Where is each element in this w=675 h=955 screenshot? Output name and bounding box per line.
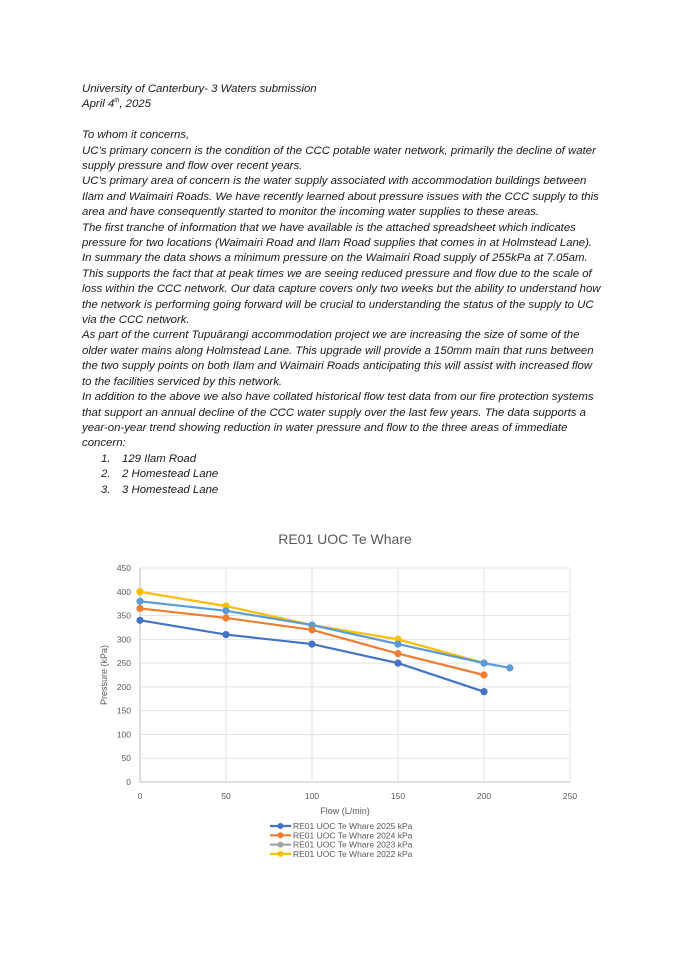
data-point-marker bbox=[480, 671, 487, 678]
data-point-marker bbox=[136, 617, 143, 624]
legend-swatch-marker bbox=[278, 842, 284, 848]
x-tick-label: 250 bbox=[562, 791, 578, 801]
x-tick-label: 200 bbox=[476, 791, 492, 801]
data-point-marker bbox=[222, 631, 229, 638]
date-day: April 4 bbox=[82, 98, 115, 111]
data-point-marker bbox=[222, 607, 229, 614]
paragraph-2: UC’s primary area of concern is the water supply associated with accommodation buildings between Ilam and Waimairi Roads. We have recently learned about pressure issues with the CCC supply to this area and have consequently started to monitor the incoming water supplies to these areas. bbox=[82, 175, 599, 219]
date-line bbox=[82, 97, 602, 112]
list-text: 3 Homestead Lane bbox=[122, 483, 219, 496]
y-tick-label: 400 bbox=[116, 586, 131, 597]
data-point-marker bbox=[394, 640, 401, 647]
list-number: 1. bbox=[101, 452, 111, 465]
list-text: 2 Homestead Lane bbox=[122, 468, 219, 481]
concern-areas-list bbox=[82, 452, 602, 498]
salutation: To whom it concerns, bbox=[82, 129, 190, 142]
chart-title: RE01 UOC Te Whare bbox=[278, 531, 412, 547]
y-tick-label: 200 bbox=[116, 681, 131, 692]
paragraph-4: As part of the current Tupuārangi accommodation project we are increasing the size of some of the older water mains along Holmstead Lane. This upgrade will provide a 150mm main that runs between the two supply points on both Ilam and Waimairi Roads anticipating this will assist with increased flow to the facilities serviced by this network. bbox=[82, 329, 594, 388]
x-tick-label: 0 bbox=[137, 791, 143, 801]
x-tick-label: 50 bbox=[221, 791, 231, 801]
x-axis-label: Flow (L/min) bbox=[320, 806, 370, 816]
data-point-marker bbox=[308, 626, 315, 633]
data-point-marker bbox=[506, 664, 513, 671]
legend-entry: RE01 UOC Te Whare 2025 kPa bbox=[293, 821, 413, 831]
data-point-marker bbox=[480, 660, 487, 667]
y-tick-label: 450 bbox=[116, 563, 131, 573]
list-number: 3. bbox=[101, 483, 111, 496]
data-point-marker bbox=[480, 688, 487, 695]
date-suffix-sup: th bbox=[114, 98, 120, 105]
chart-canvas bbox=[95, 525, 595, 870]
legend-swatch-marker bbox=[278, 832, 284, 838]
list-item bbox=[82, 452, 602, 467]
date-year: , 2025 bbox=[119, 98, 151, 111]
list-text: 129 Ilam Road bbox=[122, 452, 197, 465]
paragraph-3: The first tranche of information that we have available is the attached spreadsheet which indicates pressure for two locations (Waimairi Road and Ilam Road supplies that comes in at Holmstead Lane). In summary the data shows a minimum pressure on the Waimairi Road supply of 255kPa at 7.05am. This supports the fact that at peak times we are seeing reduced pressure and flow due to the scale of loss within the CCC network. Our data capture covers only two weeks but the ability to understand how the network is performing going forward will be crucial to understanding the status of the supply to UC via the CCC network. bbox=[82, 221, 601, 327]
list-item bbox=[82, 483, 602, 498]
y-tick-label: 250 bbox=[116, 658, 131, 669]
legend-swatch-marker bbox=[278, 823, 284, 829]
data-point-marker bbox=[394, 650, 401, 657]
data-point-marker bbox=[394, 660, 401, 667]
legend-swatch-marker bbox=[278, 851, 284, 857]
data-point-marker bbox=[308, 640, 315, 647]
y-tick-label: 300 bbox=[116, 634, 131, 645]
legend-entry: RE01 UOC Te Whare 2022 kPa bbox=[293, 848, 413, 859]
y-tick-label: 0 bbox=[126, 777, 131, 787]
list-number: 2. bbox=[101, 468, 111, 481]
header-line: University of Canterbury- 3 Waters submission bbox=[82, 83, 317, 95]
data-point-marker bbox=[136, 605, 143, 612]
x-tick-label: 100 bbox=[304, 791, 320, 801]
list-item bbox=[82, 467, 602, 482]
y-tick-label: 100 bbox=[116, 729, 131, 740]
y-tick-label: 350 bbox=[116, 610, 131, 621]
y-axis-label: Pressure (kPa) bbox=[99, 644, 109, 706]
legend-entry: RE01 UOC Te Whare 2023 kPa bbox=[293, 839, 413, 850]
data-point-marker bbox=[136, 598, 143, 605]
paragraph-5: In addition to the above we also have collated historical flow test data from our fire protection systems that support an annual decline of the CCC water supply over the last few years. The data supports a year-on-year trend showing reduction in water pressure and flow to the three areas of immediate concern: bbox=[82, 391, 594, 450]
series-line bbox=[140, 601, 510, 668]
y-tick-label: 50 bbox=[121, 753, 131, 764]
data-point-marker bbox=[136, 588, 143, 595]
data-point-marker bbox=[222, 614, 229, 621]
legend-entry: RE01 UOC Te Whare 2024 kPa bbox=[293, 830, 413, 841]
paragraph-1: UC’s primary concern is the condition of the CCC potable water network, primarily the decline of water supply pressure and flow over recent years. bbox=[82, 144, 596, 173]
y-tick-label: 150 bbox=[116, 705, 131, 716]
pressure-flow-chart bbox=[95, 525, 595, 870]
letter-body bbox=[82, 82, 602, 498]
x-tick-label: 150 bbox=[390, 791, 406, 801]
